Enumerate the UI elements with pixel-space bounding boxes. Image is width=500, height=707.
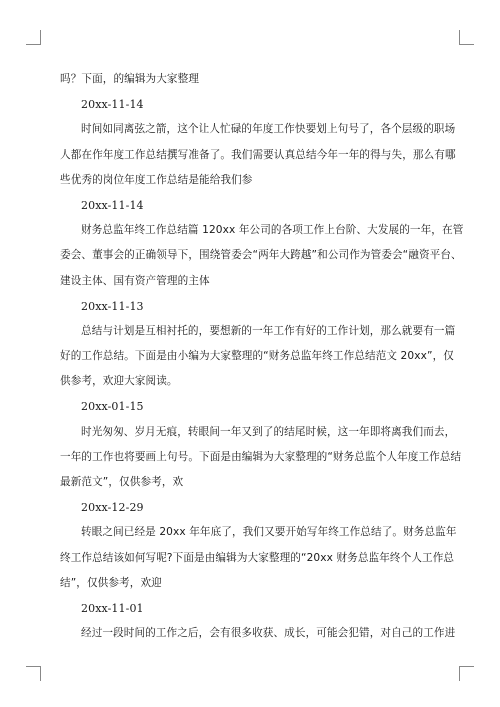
- text-line: 终工作总结该如何写呢?下面是由编辑为大家整理的“20xx 财务总监年终个人工作总: [60, 551, 455, 564]
- text-line: 人都在作年度工作总结撰写准备了。我们需要认真总结今年一年的得与失，那么有哪: [60, 148, 456, 161]
- text-line: 些优秀的岗位年度工作总结是能给我们参: [60, 173, 253, 186]
- text-line: 建设主体、国有资产管理的主体: [60, 274, 210, 287]
- text-line: 转眼之间已经是 20xx 年年底了，我们又要开始写年终工作总结了。财务总监年: [81, 526, 457, 539]
- document-body: [60, 67, 464, 646]
- text-line: 时光匆匆、岁月无痕，转眼间一年又到了的结尾时候，这一年即将离我们而去，: [81, 425, 456, 438]
- entry-date: 20xx-11-13: [81, 299, 144, 313]
- text-line: 经过一段时间的工作之后，会有很多收获、成长，可能会犯错，对自己的工作进: [81, 627, 456, 640]
- crop-mark-top-left: [26, 30, 41, 45]
- text-line: 供参考，欢迎大家阅读。: [60, 375, 178, 388]
- text-line: 吗？下面，的编辑为大家整理: [60, 73, 200, 85]
- text-line: 结”，仅供参考，欢迎: [60, 576, 162, 589]
- text-line: 委会、董事会的正确领导下，围绕管委会“两年大跨越”和公司作为管委会“融资平台、: [60, 249, 462, 262]
- entry-date: 20xx-11-01: [81, 601, 144, 615]
- entry-date: 20xx-01-15: [81, 400, 144, 414]
- crop-mark-bottom-right: [459, 666, 474, 681]
- entry-date: 20xx-11-14: [81, 198, 144, 212]
- crop-mark-bottom-left: [26, 666, 41, 681]
- entry-date: 20xx-11-14: [81, 98, 144, 112]
- text-line: 时间如同离弦之箭，这个让人忙碌的年度工作快要划上句号了，各个层级的职场: [81, 123, 456, 136]
- entry-date: 20xx-12-29: [81, 501, 144, 515]
- text-line: 财务总监年终工作总结篇 120xx 年公司的各项工作上台阶、大发展的一年，在管: [81, 224, 464, 237]
- text-line: 总结与计划是互相衬托的，要想新的一年工作有好的工作计划，那么就要有一篇: [81, 324, 456, 337]
- text-line: 一年的工作也将要画上句号。下面是由编辑为大家整理的“财务总监个人年度工作总结: [60, 450, 462, 463]
- crop-mark-top-right: [459, 30, 474, 45]
- text-line: 好的工作总结。下面是由小编为大家整理的“财务总监年终工作总结范文 20xx”，仅: [60, 350, 454, 363]
- text-line: 最新范文”，仅供参考，欢: [60, 476, 184, 488]
